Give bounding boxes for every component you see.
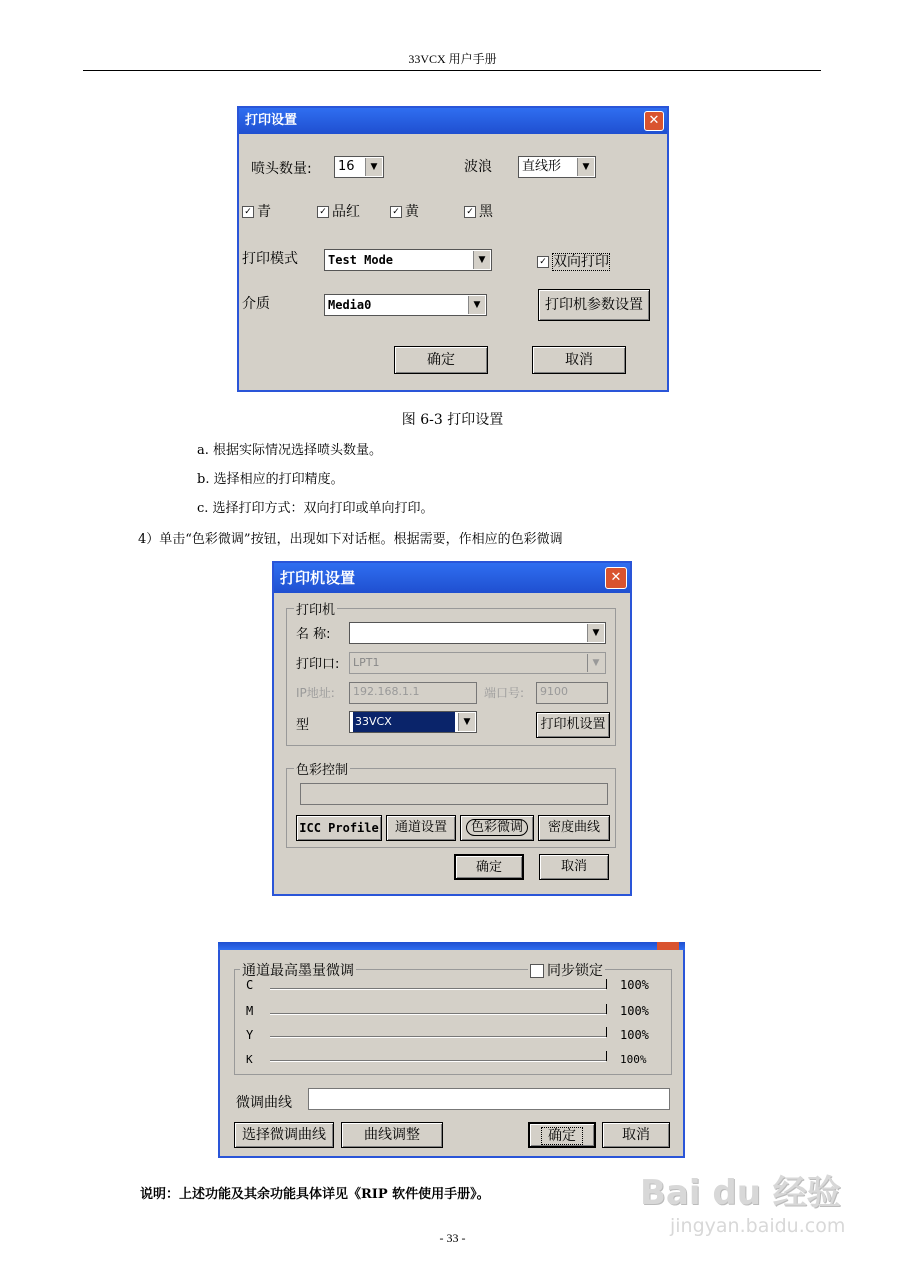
printer-setup-titlebar xyxy=(274,563,630,593)
channel-ink-group-title: 通道最高墨量微调 xyxy=(240,960,356,980)
color-profile-field[interactable] xyxy=(300,783,608,805)
model-label: 型 xyxy=(296,718,310,733)
dialog-title: 打印设置 xyxy=(245,113,298,128)
wave-select[interactable] xyxy=(518,156,596,178)
check-icon: ✓ xyxy=(242,206,254,218)
checkbox-yellow[interactable] xyxy=(390,201,419,221)
checkbox-label: 黄 xyxy=(405,204,419,220)
checkbox-magenta[interactable] xyxy=(317,201,360,221)
sync-lock-checkbox[interactable] xyxy=(528,960,605,980)
chevron-down-icon[interactable]: ▼ xyxy=(473,251,490,269)
media-select[interactable] xyxy=(324,294,487,316)
color-control-group-title: 色彩控制 xyxy=(294,759,350,778)
printer-group-title: 打印机 xyxy=(294,599,337,618)
channel-c-label: C xyxy=(246,978,254,992)
checkbox-label: 双向打印 xyxy=(553,254,609,270)
fine-tune-curve-field[interactable] xyxy=(308,1088,670,1110)
checkbox-label: 同步锁定 xyxy=(547,963,603,979)
printer-setup-button[interactable]: 打印机设置 xyxy=(536,712,610,738)
check-icon: ✓ xyxy=(390,206,402,218)
channel-k-label: K xyxy=(246,1053,253,1066)
nozzle-count-value: 16 xyxy=(338,159,355,174)
nozzle-count-select[interactable] xyxy=(334,156,384,178)
ok-label: 确定 xyxy=(541,1127,583,1145)
nozzle-count-label: 喷头数量: xyxy=(251,161,312,177)
icc-profile-button[interactable]: ICC Profile xyxy=(296,815,382,841)
chevron-down-icon[interactable]: ▼ xyxy=(587,654,604,672)
check-icon: ✓ xyxy=(317,206,329,218)
step-a: a. 根据实际情况选择喷头数量。 xyxy=(197,443,383,458)
checkbox-box xyxy=(530,964,544,978)
channel-m-thumb[interactable] xyxy=(603,1004,607,1014)
header-rule xyxy=(83,70,821,71)
checkbox-cyan[interactable] xyxy=(242,201,271,221)
channel-c-thumb[interactable] xyxy=(603,979,607,989)
close-icon[interactable]: ✕ xyxy=(644,111,664,131)
channel-y-value: 100% xyxy=(620,1028,649,1042)
print-mode-select[interactable] xyxy=(324,249,492,271)
media-value: Media0 xyxy=(328,298,372,312)
channel-m-value: 100% xyxy=(620,1004,649,1018)
step-4: 4）单击“色彩微调”按钮，出现如下对话框。根据需要，作相应的色彩微调 xyxy=(138,532,563,547)
channel-m-label: M xyxy=(246,1004,254,1018)
color-fine-tune-button[interactable] xyxy=(460,815,534,841)
ip-field[interactable]: 192.168.1.1 xyxy=(349,682,477,704)
cancel-button[interactable]: 取消 xyxy=(532,346,626,374)
wave-label: 波浪 xyxy=(464,159,492,175)
density-curve-button[interactable]: 密度曲线 xyxy=(538,815,610,841)
ink-fine-tune-dialog xyxy=(218,942,685,1158)
checkbox-label: 品红 xyxy=(332,204,360,220)
port-number-label: 端口号: xyxy=(484,686,525,700)
ok-button[interactable] xyxy=(528,1122,596,1148)
port-number-field[interactable]: 9100 xyxy=(536,682,608,704)
chevron-down-icon[interactable]: ▼ xyxy=(468,296,485,314)
step-c: c. 选择打印方式：双向打印或单向打印。 xyxy=(197,501,434,516)
model-value: 33VCX xyxy=(353,712,455,732)
note-text: 说明：上述功能及其余功能具体详见《RIP 软件使用手册》。 xyxy=(140,1187,490,1202)
checkbox-label: 青 xyxy=(257,204,271,220)
chevron-down-icon[interactable]: ▼ xyxy=(587,624,604,642)
channel-m-slider[interactable] xyxy=(270,1013,606,1015)
cancel-button[interactable]: 取消 xyxy=(539,854,609,880)
ok-button[interactable]: 确定 xyxy=(394,346,488,374)
channel-c-slider[interactable] xyxy=(270,988,606,990)
check-icon: ✓ xyxy=(464,206,476,218)
close-icon[interactable]: ✕ xyxy=(605,567,627,589)
wave-value: 直线形 xyxy=(522,159,562,174)
print-settings-dialog xyxy=(237,106,669,392)
printer-params-button[interactable]: 打印机参数设置 xyxy=(538,289,650,321)
channel-c-value: 100% xyxy=(620,978,649,992)
figure-caption: 图 6-3 打印设置 xyxy=(401,412,504,428)
print-settings-titlebar xyxy=(239,108,667,134)
step-b: b. 选择相应的打印精度。 xyxy=(197,472,344,487)
channel-k-thumb[interactable] xyxy=(603,1051,607,1061)
print-mode-label: 打印模式 xyxy=(242,251,298,267)
checkbox-label: 黑 xyxy=(479,204,493,220)
media-label: 介质 xyxy=(242,296,270,312)
ip-label: IP地址: xyxy=(296,686,335,700)
dialog-title: 打印机设置 xyxy=(280,569,356,587)
port-label: 打印口: xyxy=(296,657,340,672)
bidirectional-checkbox[interactable] xyxy=(537,251,610,271)
color-fine-tune-label: 色彩微调 xyxy=(466,819,528,836)
channel-y-label: Y xyxy=(246,1028,254,1042)
cancel-button[interactable]: 取消 xyxy=(602,1122,670,1148)
running-header: 33VCX 用户手册 xyxy=(408,52,497,66)
channel-k-value: 100% xyxy=(620,1053,647,1066)
name-label: 名 称: xyxy=(296,627,331,642)
page-number: - 33 - xyxy=(439,1231,466,1245)
cropped-titlebar-edge xyxy=(218,942,685,950)
channel-k-slider[interactable] xyxy=(270,1060,606,1062)
port-select[interactable] xyxy=(349,652,606,674)
chevron-down-icon[interactable]: ▼ xyxy=(365,158,382,176)
channel-y-slider[interactable] xyxy=(270,1036,606,1038)
adjust-curve-button[interactable]: 曲线调整 xyxy=(341,1122,443,1148)
printer-setup-dialog xyxy=(272,561,632,896)
print-mode-value: Test Mode xyxy=(328,253,394,267)
fine-tune-curve-label: 微调曲线 xyxy=(236,1095,292,1111)
check-icon: ✓ xyxy=(537,256,549,268)
baidu-watermark-logo: Bai du 经验 xyxy=(640,1173,841,1213)
chevron-down-icon[interactable]: ▼ xyxy=(577,158,594,176)
port-value: LPT1 xyxy=(353,656,380,669)
model-select[interactable] xyxy=(349,711,477,733)
select-curve-button[interactable]: 选择微调曲线 xyxy=(234,1122,334,1148)
channel-setup-button[interactable]: 通道设置 xyxy=(386,815,456,841)
checkbox-black[interactable] xyxy=(464,201,493,221)
printer-name-select[interactable] xyxy=(349,622,606,644)
chevron-down-icon[interactable]: ▼ xyxy=(458,713,475,731)
baidu-watermark-url: jingyan.baidu.com xyxy=(670,1215,846,1237)
channel-y-thumb[interactable] xyxy=(603,1027,607,1037)
ok-button[interactable]: 确定 xyxy=(454,854,524,880)
close-icon[interactable] xyxy=(657,942,679,950)
